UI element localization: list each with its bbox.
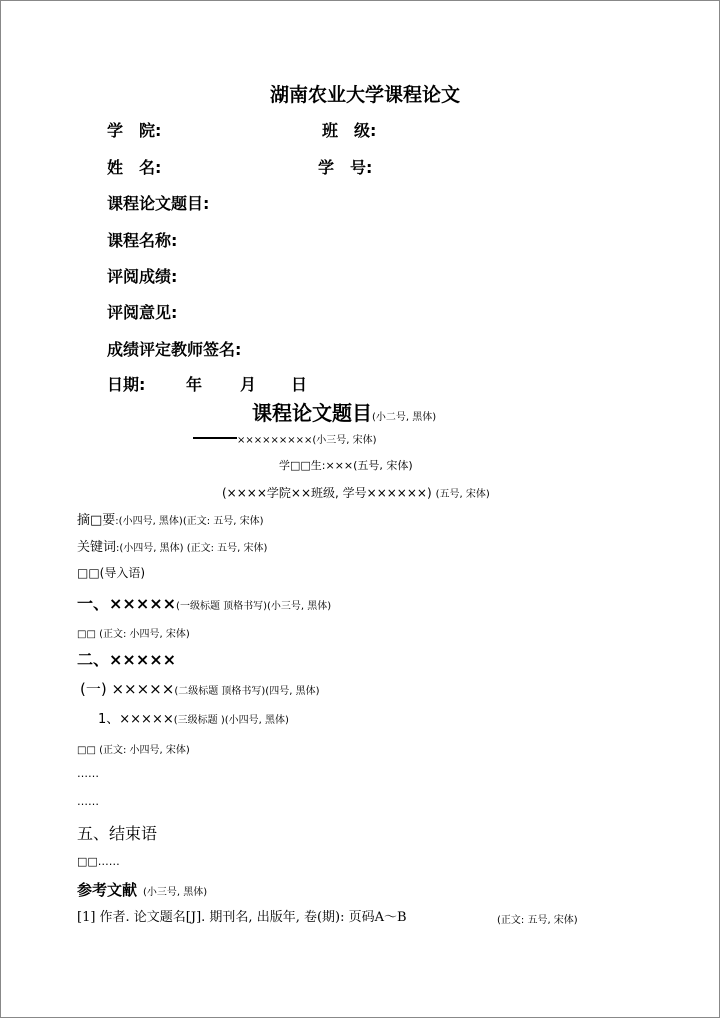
reference-note: (正文: 五号, 宋体): [497, 915, 578, 926]
ellipsis-2: ……: [77, 795, 99, 808]
body-note-2: □□ (正文: 小四号, 宋体): [77, 745, 190, 756]
subheading: (一) ×××××: [80, 680, 175, 698]
class-label: 班 级:: [322, 121, 377, 140]
teacher-signature-label: 成绩评定教师签名:: [107, 340, 242, 359]
date-day: 日: [291, 375, 308, 394]
third-level-note: (三级标题 )(小四号, 黑体): [173, 715, 289, 726]
abstract-note: :(小四号, 黑体)(正文: 五号, 宋体): [115, 516, 264, 527]
abstract-label: 摘□要: [77, 513, 116, 528]
third-level-line: [98, 708, 289, 727]
topic-label: 课程论文题目:: [107, 194, 210, 213]
college-class-line: [222, 482, 490, 501]
date-label: 日期:: [107, 375, 146, 394]
heading-two: 二、×××××: [77, 650, 177, 669]
student-line: 学□□生:×××(五号, 宋体): [279, 459, 413, 472]
references-line: [77, 879, 207, 900]
comment-label: 评阅意见:: [107, 303, 178, 322]
references-note: (小三号, 黑体): [143, 887, 208, 898]
conclusion-heading: 五、结束语: [77, 824, 158, 843]
heading-one: 一、×××××: [77, 594, 177, 613]
third-level-heading: 1、×××××: [98, 712, 174, 727]
reference-line: [77, 906, 407, 925]
student-no-label: 学 号:: [318, 158, 373, 177]
intro-line: □□(导入语): [77, 566, 146, 580]
abstract-line: [77, 509, 264, 528]
college-class-note: (五号, 宋体): [435, 489, 490, 500]
author-line: [193, 431, 377, 446]
paper-title-line: [252, 397, 436, 426]
course-label: 课程名称:: [107, 231, 178, 250]
heading-one-line: [77, 591, 331, 614]
keywords-label: 关键词: [77, 540, 117, 555]
paper-title-note: (小二号, 黑体): [372, 412, 437, 423]
author-text: ×××××××××(小三号, 宋体): [237, 435, 377, 446]
cover-title: 湖南农业大学课程论文: [270, 84, 461, 106]
keywords-line: [77, 536, 267, 555]
subheading-line: [80, 678, 319, 699]
body-note-1: □□ (正文: 小四号, 宋体): [77, 629, 190, 640]
ellipsis-1: ……: [77, 767, 99, 780]
date-month: 月: [240, 375, 257, 394]
name-label: 姓 名:: [107, 158, 162, 177]
date-year: 年: [186, 375, 203, 394]
college-label: 学 院:: [107, 121, 162, 140]
college-class-text: (××××学院××班级, 学号××××××): [222, 486, 432, 500]
paper-title: 课程论文题目: [252, 401, 372, 425]
keywords-note: :(小四号, 黑体) (正文: 五号, 宋体): [116, 543, 268, 554]
reference-item: [1] 作者. 论文题名[J]. 期刊名, 出版年, 卷(期): 页码A～B: [77, 910, 407, 925]
references-heading: 参考文献: [77, 881, 138, 899]
author-dash: [193, 437, 237, 439]
conclusion-body: □□……: [77, 855, 120, 868]
heading-one-note: (一级标题 顶格书写)(小三号, 黑体): [176, 601, 332, 612]
grade-label: 评阅成绩:: [107, 267, 178, 286]
subheading-note: (二级标题 顶格书写)(四号, 黑体): [174, 686, 320, 697]
